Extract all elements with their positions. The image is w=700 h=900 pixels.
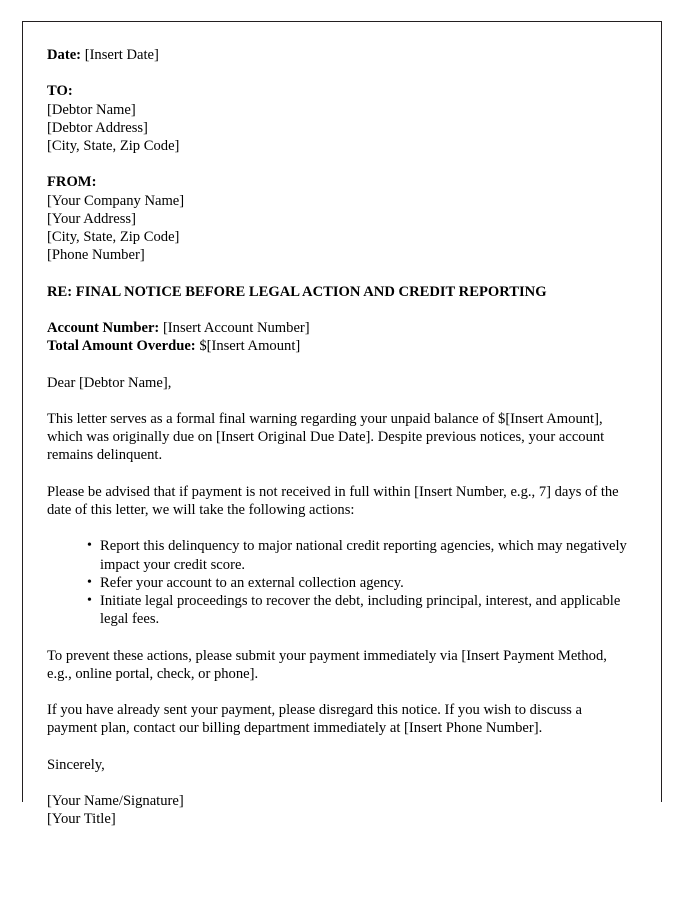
sender-address: [Your Address] xyxy=(47,210,136,227)
date-value: [Insert Date] xyxy=(84,47,159,63)
document-page-frame xyxy=(22,21,662,828)
sender-label: FROM: xyxy=(47,174,97,191)
action-list xyxy=(47,537,627,628)
total-overdue-label: Total Amount Overdue: xyxy=(47,338,196,355)
paragraph-deadline: Please be advised that if payment is not received in full within [Insert Number, e.g., 7] days of the date of this letter, we will take the following actions: xyxy=(47,483,619,518)
paragraph-disregard-notice: If you have already sent your payment, please disregard this notice. If you wish to discuss a payment plan, contact our billing department immediately at [Insert Phone Number]. xyxy=(47,702,582,737)
letter-body xyxy=(47,46,627,829)
subject-heading: RE: FINAL NOTICE BEFORE LEGAL ACTION AND CREDIT REPORTING xyxy=(47,283,547,300)
recipient-label: TO: xyxy=(47,83,73,100)
spacer xyxy=(47,683,627,701)
date-line xyxy=(47,46,627,64)
list-item-text: Report this delinquency to major national credit reporting agencies, which may negatively impact your credit score. xyxy=(100,538,627,573)
spacer xyxy=(47,64,627,82)
signature-title: [Your Title] xyxy=(47,811,116,828)
spacer xyxy=(47,519,627,537)
spacer xyxy=(47,628,627,646)
sender-block xyxy=(47,173,627,264)
list-item xyxy=(87,574,627,592)
account-number-label: Account Number: xyxy=(47,319,160,336)
bullet-icon: • xyxy=(87,574,92,590)
list-item xyxy=(87,537,627,573)
paragraph-prevent-actions: To prevent these actions, please submit your payment immediately via [Insert Payment Method, e.g., online portal, check, or phone]. xyxy=(47,647,607,682)
salutation: Dear [Debtor Name], xyxy=(47,374,172,391)
spacer xyxy=(47,774,627,792)
account-number-row xyxy=(47,319,627,337)
recipient-address: [Debtor Address] xyxy=(47,119,148,136)
bullet-icon: • xyxy=(87,538,92,554)
recipient-block xyxy=(47,82,627,155)
bullet-icon: • xyxy=(87,592,92,608)
spacer xyxy=(47,465,627,483)
valediction: Sincerely, xyxy=(47,756,105,773)
spacer xyxy=(47,738,627,756)
sender-phone: [Phone Number] xyxy=(47,247,145,264)
list-item-text: Refer your account to an external collection agency. xyxy=(100,574,404,591)
total-overdue-row xyxy=(47,337,627,355)
recipient-city-state-zip: [City, State, Zip Code] xyxy=(47,138,180,154)
sender-city-state-zip: [City, State, Zip Code] xyxy=(47,229,180,245)
spacer xyxy=(47,392,627,410)
sender-company: [Your Company Name] xyxy=(47,192,185,209)
spacer xyxy=(47,155,627,173)
list-item xyxy=(87,592,627,628)
paragraph-intro: This letter serves as a formal final warning regarding your unpaid balance of $[Insert Amount], which was originally due on [Insert Original Due Date]. Despite previous notices, your account remains delinquent. xyxy=(47,410,605,464)
spacer xyxy=(47,264,627,282)
list-item-text: Initiate legal proceedings to recover the debt, including principal, interest, and applicable legal fees. xyxy=(100,592,621,628)
spacer xyxy=(47,355,627,373)
spacer xyxy=(47,301,627,319)
total-overdue-value: $[Insert Amount] xyxy=(199,338,301,355)
signature-name: [Your Name/Signature] xyxy=(47,793,184,810)
date-label: Date: xyxy=(47,47,82,63)
signature-block xyxy=(47,792,627,828)
recipient-name: [Debtor Name] xyxy=(47,101,136,118)
account-details-block xyxy=(47,319,627,355)
account-number-value: [Insert Account Number] xyxy=(162,319,310,336)
